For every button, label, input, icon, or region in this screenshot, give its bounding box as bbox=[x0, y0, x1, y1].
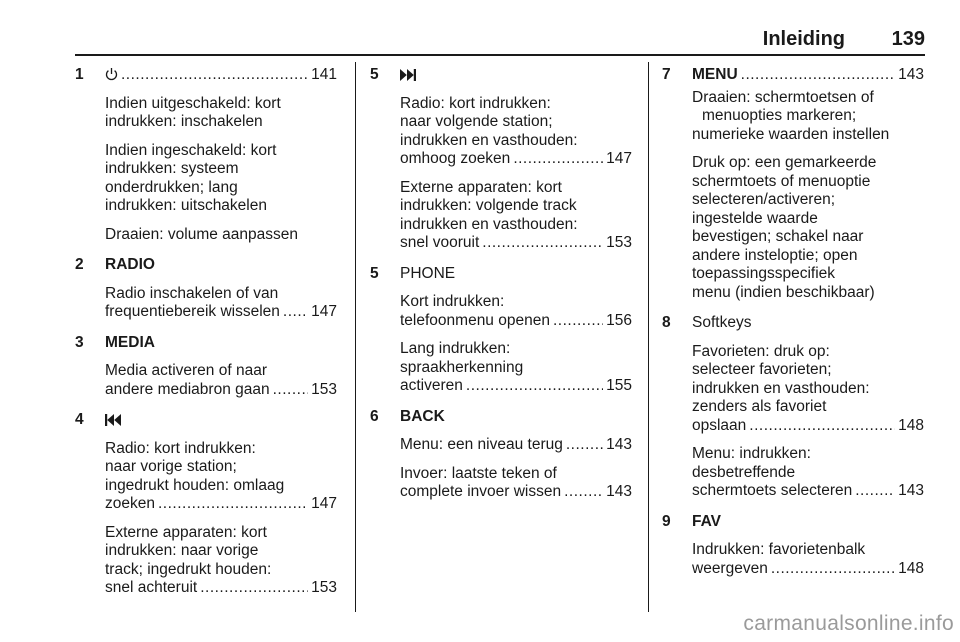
leader-dots bbox=[855, 482, 895, 501]
text-line: naar vorige station; bbox=[105, 458, 237, 475]
column-3 bbox=[662, 66, 924, 578]
text-line: Favorieten: druk op: bbox=[692, 342, 830, 360]
sub-entry bbox=[400, 436, 632, 455]
item-number: 6 bbox=[370, 407, 379, 425]
text-line: Externe apparaten: kort bbox=[400, 178, 562, 196]
text-line: menu (indien beschikbaar) bbox=[692, 283, 875, 301]
column-divider bbox=[355, 62, 356, 612]
sub-entry bbox=[105, 95, 337, 132]
item-4-previous bbox=[75, 411, 337, 598]
sub-entry bbox=[692, 445, 924, 501]
page-ref: 156 bbox=[606, 311, 632, 329]
leader-line bbox=[105, 495, 337, 514]
text-line: Indien ingeschakeld: kort bbox=[105, 141, 277, 159]
page-ref: 147 bbox=[606, 150, 632, 167]
item-2-radio bbox=[75, 256, 337, 322]
leader-text: schermtoets selecteren bbox=[692, 482, 853, 499]
text-line: Media activeren of naar bbox=[105, 362, 267, 379]
page-ref: 143 bbox=[898, 66, 924, 83]
power-icon bbox=[105, 66, 118, 85]
text-line: numerieke waarden instellen bbox=[692, 125, 890, 143]
page-ref: 148 bbox=[898, 559, 924, 577]
item-number: 5 bbox=[370, 66, 379, 83]
page-header bbox=[75, 28, 925, 52]
leader-line bbox=[400, 436, 632, 455]
leader-dots bbox=[566, 436, 603, 455]
text-line: onderdrukken; lang bbox=[105, 178, 238, 196]
text-line: Draaien: volume aanpassen bbox=[105, 225, 299, 243]
text-line: ingedrukt houden: omlaag bbox=[105, 476, 285, 494]
leader-text: andere mediabron gaan bbox=[105, 380, 270, 398]
text-line: Druk op: een gemarkeerde bbox=[692, 154, 877, 171]
leader-line bbox=[400, 150, 632, 169]
text-line: indrukken: volgende track bbox=[400, 197, 577, 214]
page-ref: 155 bbox=[606, 377, 632, 394]
leader-dots bbox=[741, 66, 895, 85]
text-line: Indien uitgeschakeld: kort bbox=[105, 94, 281, 112]
leader-text: snel achteruit bbox=[105, 579, 198, 596]
page-ref: 153 bbox=[311, 380, 337, 398]
leader-text: opslaan bbox=[692, 416, 747, 434]
skip-next-icon bbox=[400, 66, 632, 85]
page-ref: 141 bbox=[311, 66, 337, 83]
leader-line bbox=[105, 579, 337, 598]
leader-dots bbox=[553, 312, 603, 331]
item-1-power bbox=[75, 66, 337, 244]
sub-entry bbox=[105, 142, 337, 216]
text-line: schermtoets of menuoptie bbox=[692, 172, 871, 190]
leader-line bbox=[105, 303, 337, 322]
sub-entry bbox=[400, 179, 632, 253]
item-heading: FAV bbox=[692, 512, 721, 530]
item-number: 7 bbox=[662, 66, 671, 83]
page-number: 139 bbox=[891, 28, 925, 50]
leader-text: omhoog zoeken bbox=[400, 150, 511, 167]
item-number: 2 bbox=[75, 256, 84, 273]
page-title: Inleiding bbox=[762, 28, 845, 50]
leader-dots bbox=[564, 483, 603, 502]
item-heading bbox=[692, 66, 924, 85]
leader-line bbox=[400, 234, 632, 253]
sub-entry bbox=[105, 362, 337, 399]
text-line: Radio inschakelen of van bbox=[105, 284, 279, 302]
sub-entry bbox=[105, 440, 337, 514]
leader-line bbox=[400, 377, 632, 396]
sub-entry bbox=[692, 154, 924, 302]
leader-text: telefoonmenu openen bbox=[400, 311, 550, 329]
text-line: naar volgende station; bbox=[400, 113, 553, 130]
item-heading: RADIO bbox=[105, 256, 155, 273]
text-line: indrukken: inschakelen bbox=[105, 113, 263, 130]
text-line: Menu: indrukken: bbox=[692, 445, 811, 462]
text-line: Indrukken: favorietenbalk bbox=[692, 541, 866, 558]
item-number: 8 bbox=[662, 314, 671, 331]
page-ref: 153 bbox=[311, 579, 337, 596]
item-5-phone bbox=[370, 265, 632, 396]
leader-text: frequentiebereik wisselen bbox=[105, 303, 280, 320]
item-heading: PHONE bbox=[400, 264, 456, 282]
page-ref: 147 bbox=[311, 495, 337, 512]
leader-line bbox=[692, 560, 924, 579]
text-line: Kort indrukken: bbox=[400, 293, 505, 310]
text-line: Draaien: schermtoetsen of bbox=[692, 88, 874, 106]
text-line: Radio: kort indrukken: bbox=[105, 439, 256, 457]
sub-entry bbox=[692, 343, 924, 436]
leader-text: Menu: een niveau terug bbox=[400, 436, 563, 453]
leader-dots bbox=[513, 150, 603, 169]
text-line: andere insteloptie; open bbox=[692, 246, 858, 264]
text-line: Externe apparaten: kort bbox=[105, 523, 267, 541]
leader-text: activeren bbox=[400, 377, 463, 394]
page-ref: 148 bbox=[898, 416, 924, 434]
text-line: desbetreffende bbox=[692, 463, 796, 481]
text-line: bevestigen; schakel naar bbox=[692, 228, 864, 245]
leader-dots bbox=[749, 417, 895, 436]
page-ref: 143 bbox=[898, 482, 924, 499]
page-ref: 143 bbox=[606, 436, 632, 453]
item-3-media bbox=[75, 334, 337, 400]
item-8-softkeys bbox=[662, 314, 924, 501]
item-9-fav bbox=[662, 513, 924, 579]
text-line: Radio: kort indrukken: bbox=[400, 94, 551, 112]
page-ref: 147 bbox=[311, 303, 337, 320]
sub-entry bbox=[105, 226, 337, 245]
leader-dots bbox=[200, 579, 308, 598]
sub-entry bbox=[105, 524, 337, 598]
leader-line bbox=[692, 417, 924, 436]
item-5-next bbox=[370, 66, 632, 253]
text-line: ingestelde waarde bbox=[692, 209, 818, 227]
page-ref: 143 bbox=[606, 483, 632, 500]
leader-dots bbox=[482, 234, 603, 253]
leader-dots bbox=[771, 560, 895, 579]
leader-line bbox=[400, 483, 632, 502]
page-ref: 153 bbox=[606, 234, 632, 251]
text-line: menuopties markeren; bbox=[702, 107, 857, 124]
text-line: indrukken en vasthouden: bbox=[400, 131, 578, 149]
heading-text: MENU bbox=[692, 66, 738, 83]
column-1 bbox=[75, 66, 337, 598]
leader-dots bbox=[121, 66, 308, 85]
leader-dots bbox=[158, 495, 308, 514]
watermark: carmanualsonline.info bbox=[743, 612, 954, 635]
sub-entry bbox=[105, 285, 337, 322]
leader-line bbox=[400, 312, 632, 331]
leader-text: complete invoer wissen bbox=[400, 483, 562, 500]
item-6-back bbox=[370, 408, 632, 502]
leader-dots bbox=[283, 303, 308, 322]
item-number: 1 bbox=[75, 66, 84, 83]
leader-text: snel vooruit bbox=[400, 234, 480, 251]
item-number: 5 bbox=[370, 264, 379, 282]
item-number: 4 bbox=[75, 411, 84, 428]
skip-previous-icon bbox=[105, 411, 337, 430]
sub-entry bbox=[692, 89, 924, 145]
column-2 bbox=[370, 66, 632, 502]
leader-dots bbox=[466, 377, 603, 396]
text-line: spraakherkenning bbox=[400, 358, 524, 376]
item-number: 9 bbox=[662, 512, 671, 530]
item-heading: MEDIA bbox=[105, 333, 155, 351]
sub-entry bbox=[400, 95, 632, 169]
leader-text: zoeken bbox=[105, 495, 155, 512]
leader-dots bbox=[273, 381, 309, 400]
item-7-menu bbox=[662, 66, 924, 302]
text-line: indrukken en vasthouden: bbox=[400, 215, 578, 233]
column-divider bbox=[648, 62, 649, 612]
item-number: 3 bbox=[75, 333, 84, 351]
text-line: selecteer favorieten; bbox=[692, 361, 832, 378]
item-heading bbox=[105, 66, 337, 85]
sub-entry bbox=[400, 293, 632, 330]
text-line: track; ingedrukt houden: bbox=[105, 560, 272, 578]
sub-entry bbox=[692, 541, 924, 578]
text-line: indrukken: uitschakelen bbox=[105, 197, 267, 214]
text-line: toepassingsspecifiek bbox=[692, 265, 836, 282]
text-line: Lang indrukken: bbox=[400, 340, 511, 357]
text-line: zenders als favoriet bbox=[692, 398, 827, 415]
text-line: indrukken: systeem bbox=[105, 160, 239, 177]
text-line: selecteren/activeren; bbox=[692, 191, 836, 208]
leader-text: weergeven bbox=[692, 559, 768, 577]
header-rule bbox=[75, 54, 925, 56]
item-heading: Softkeys bbox=[692, 314, 752, 331]
leader-line bbox=[692, 482, 924, 501]
text-line: indrukken: naar vorige bbox=[105, 542, 259, 559]
item-heading: BACK bbox=[400, 407, 445, 425]
text-line: indrukken en vasthouden: bbox=[692, 379, 870, 397]
leader-line bbox=[105, 381, 337, 400]
sub-entry bbox=[400, 465, 632, 502]
text-line: Invoer: laatste teken of bbox=[400, 464, 557, 482]
sub-entry bbox=[400, 340, 632, 396]
